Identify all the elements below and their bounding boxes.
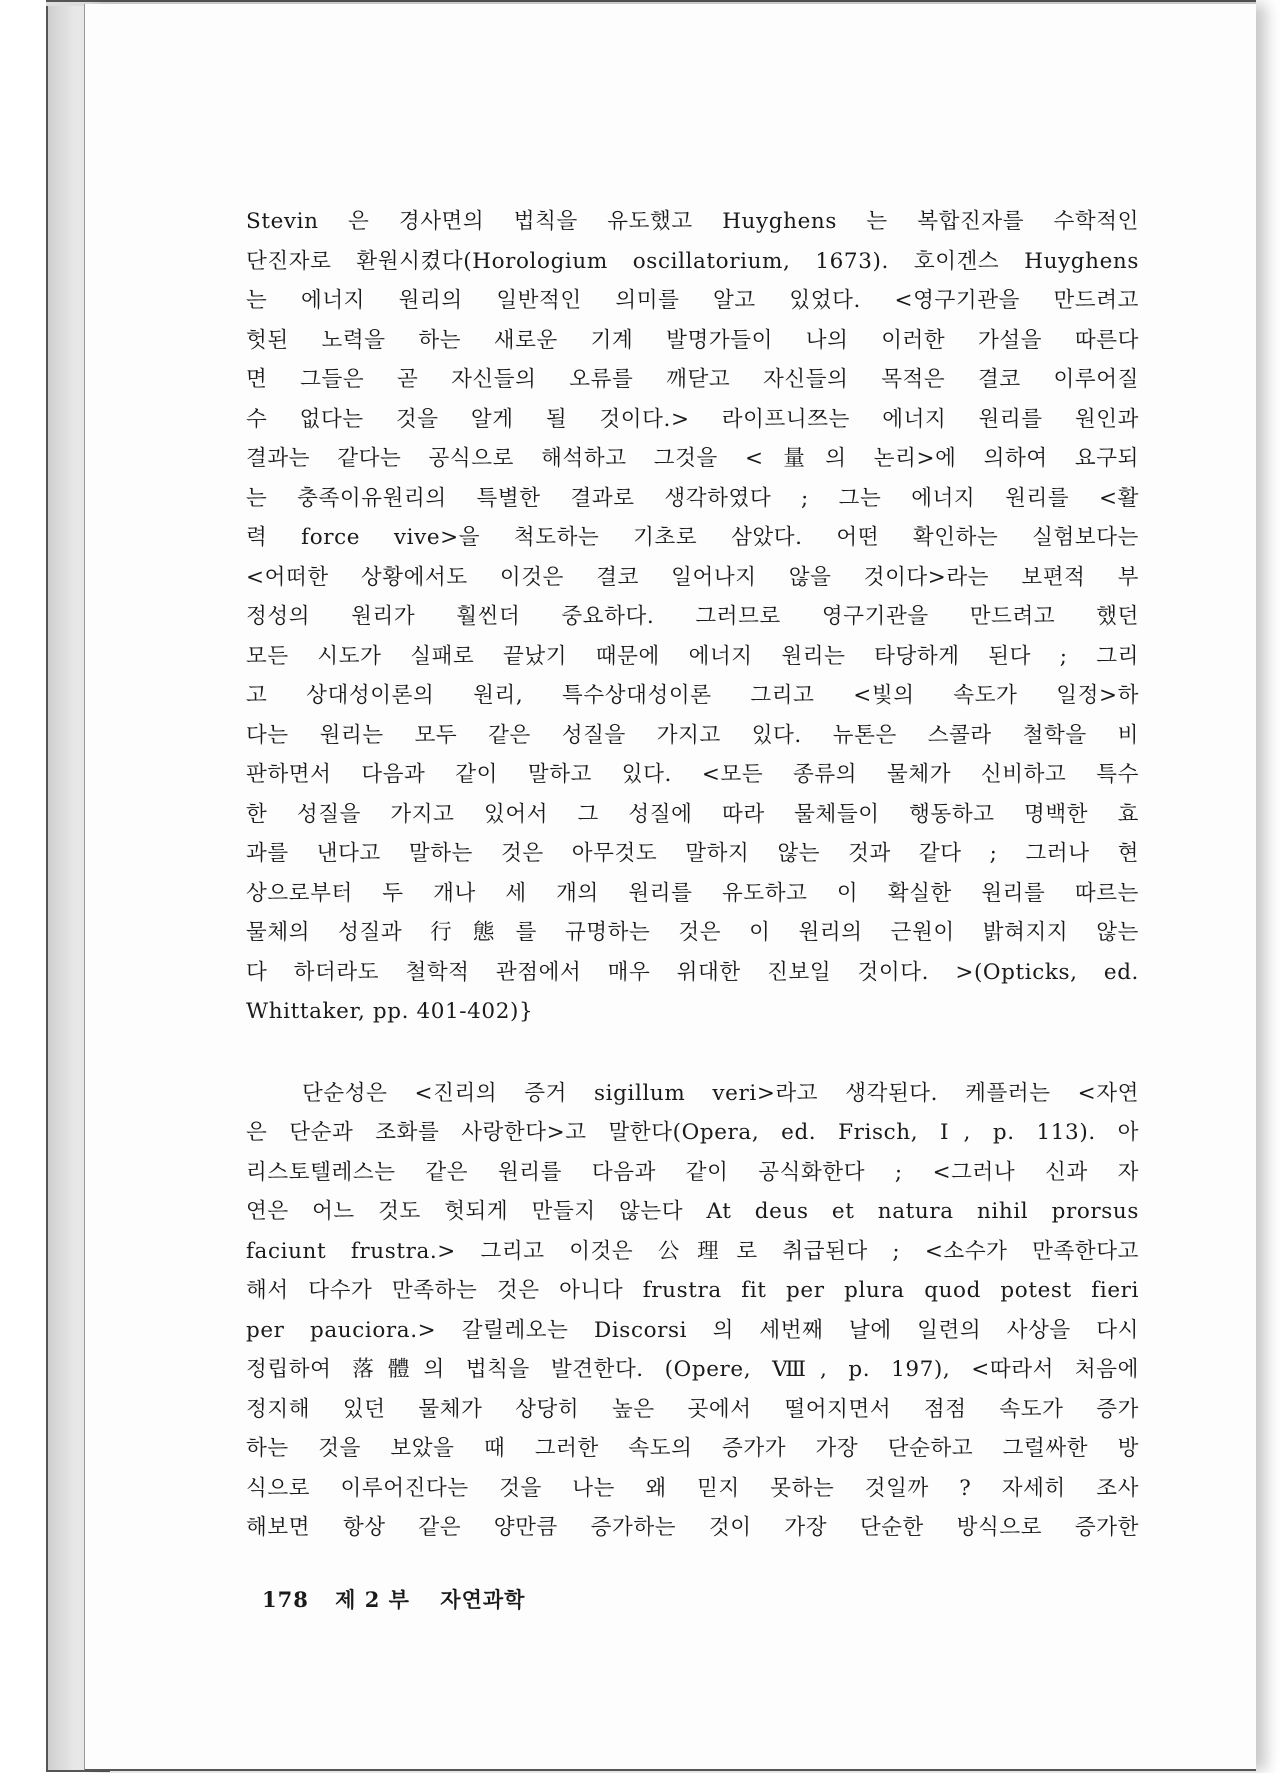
text-line: 물체의 성질과 行態를 규명하는 것은 이 원리의 근원이 밝혀지지 않는 [246, 920, 1139, 945]
text-line: 는 충족이유원리의 특별한 결과로 생각하였다 ; 그는 에너지 원리를 <활 [246, 485, 1139, 511]
text-line: 다 하더라도 철학적 관점에서 매우 위대한 진보일 것이다. >(Opticks, ed. [246, 959, 1139, 985]
page-footer [262, 1584, 525, 1614]
page-number: 178 [262, 1587, 309, 1612]
text-line: faciunt frustra.> 그리고 이것은 公理로 취급된다 ; <소수가 만족한다고 [246, 1238, 1139, 1264]
text-line: 상으로부터 두 개나 세 개의 원리를 유도하고 이 확실한 원리를 따르는 [246, 880, 1139, 906]
text-line: 하는 것을 보았을 때 그러한 속도의 증가가 가장 단순하고 그럴싸한 방 [246, 1436, 1139, 1461]
text-line: 판하면서 다음과 같이 말하고 있다. <모든 종류의 물체가 신비하고 특수 [246, 762, 1139, 787]
paragraph-2 [246, 1074, 1139, 1548]
text-line: 모든 시도가 실패로 끝났기 때문에 에너지 원리는 타당하게 된다 ; 그리 [246, 643, 1139, 669]
part-label: 제 2 부 [335, 1587, 410, 1612]
paragraph-1 [246, 202, 1139, 1032]
text-line: 해서 다수가 만족하는 것은 아니다 frustra fit per plura quod potest fieri [246, 1278, 1139, 1303]
text-line: per pauciora.> 갈릴레오는 Discorsi 의 세번째 날에 일련의 사상을 다시 [246, 1317, 1139, 1343]
text-line: 헛된 노력을 하는 새로운 기계 발명가들이 나의 이러한 가설을 따른다 [246, 327, 1139, 353]
text-line: <어떠한 상황에서도 이것은 결코 일어나지 않을 것이다>라는 보편적 부 [246, 564, 1139, 590]
text-line: 력 force vive>을 척도하는 기초로 삼았다. 어떤 확인하는 실험보다는 [246, 525, 1139, 550]
text-line: 결과는 같다는 공식으로 해석하고 그것을 <量의 논리>에 의하여 요구되 [246, 446, 1139, 471]
text-line: 식으로 이루어진다는 것을 나는 왜 믿지 못하는 것일까 ? 자세히 조사 [246, 1475, 1139, 1501]
text-line: Stevin 은 경사면의 법칙을 유도했고 Huyghens 는 복합진자를 수학적인 [246, 209, 1139, 234]
text-line: 는 에너지 원리의 일반적인 의미를 알고 있었다. <영구기관을 만드려고 [246, 288, 1139, 313]
text-line: 정립하여 落體의 법칙을 발견한다. (Opere, Ⅷ, p. 197), <따라서 처음에 [246, 1357, 1139, 1382]
text-line: 면 그들은 곧 자신들의 오류를 깨닫고 자신들의 목적은 결코 이루어질 [246, 367, 1139, 392]
text-line: 한 성질을 가지고 있어서 그 성질에 따라 물체들이 행동하고 명백한 효 [246, 801, 1139, 827]
text-line: 다는 원리는 모두 같은 성질을 가지고 있다. 뉴톤은 스콜라 철학을 비 [246, 722, 1139, 748]
text-line: 은 단순과 조화를 사랑한다>고 말한다(Opera, ed. Frisch, Ⅰ, p. 113). 아 [246, 1120, 1139, 1145]
section-label: 자연과학 [440, 1587, 526, 1612]
text-line: Whittaker, pp. 401-402)} [246, 999, 534, 1024]
text-line: 단순성은 <진리의 증거 sigillum veri>라고 생각된다. 케플러는 <자연 [302, 1080, 1139, 1106]
text-line: 연은 어느 것도 헛되게 만들지 않는다 At deus et natura nihil prorsus [246, 1199, 1139, 1224]
text-line: 고 상대성이론의 원리, 특수상대성이론 그리고 <빛의 속도가 일정>하 [246, 683, 1139, 708]
page-text [246, 202, 1139, 1548]
text-line: 정지해 있던 물체가 상당히 높은 곳에서 떨어지면서 점점 속도가 증가 [246, 1396, 1139, 1422]
text-line: 정성의 원리가 훨씬더 중요하다. 그러므로 영구기관을 만드려고 했던 [246, 604, 1139, 629]
text-line: 리스토텔레스는 같은 원리를 다음과 같이 공식화한다 ; <그러나 신과 자 [246, 1159, 1139, 1185]
text-line: 단진자로 환원시켰다(Horologium oscillatorium, 1673). 호이겐스 Huyghens [246, 248, 1139, 274]
text-line: 수 없다는 것을 알게 될 것이다.> 라이프니쯔는 에너지 원리를 원인과 [246, 406, 1139, 432]
text-line: 해보면 항상 같은 양만큼 증가하는 것이 가장 단순한 방식으로 증가한 [246, 1515, 1139, 1540]
text-line: 과를 낸다고 말하는 것은 아무것도 말하지 않는 것과 같다 ; 그러나 현 [246, 841, 1139, 866]
